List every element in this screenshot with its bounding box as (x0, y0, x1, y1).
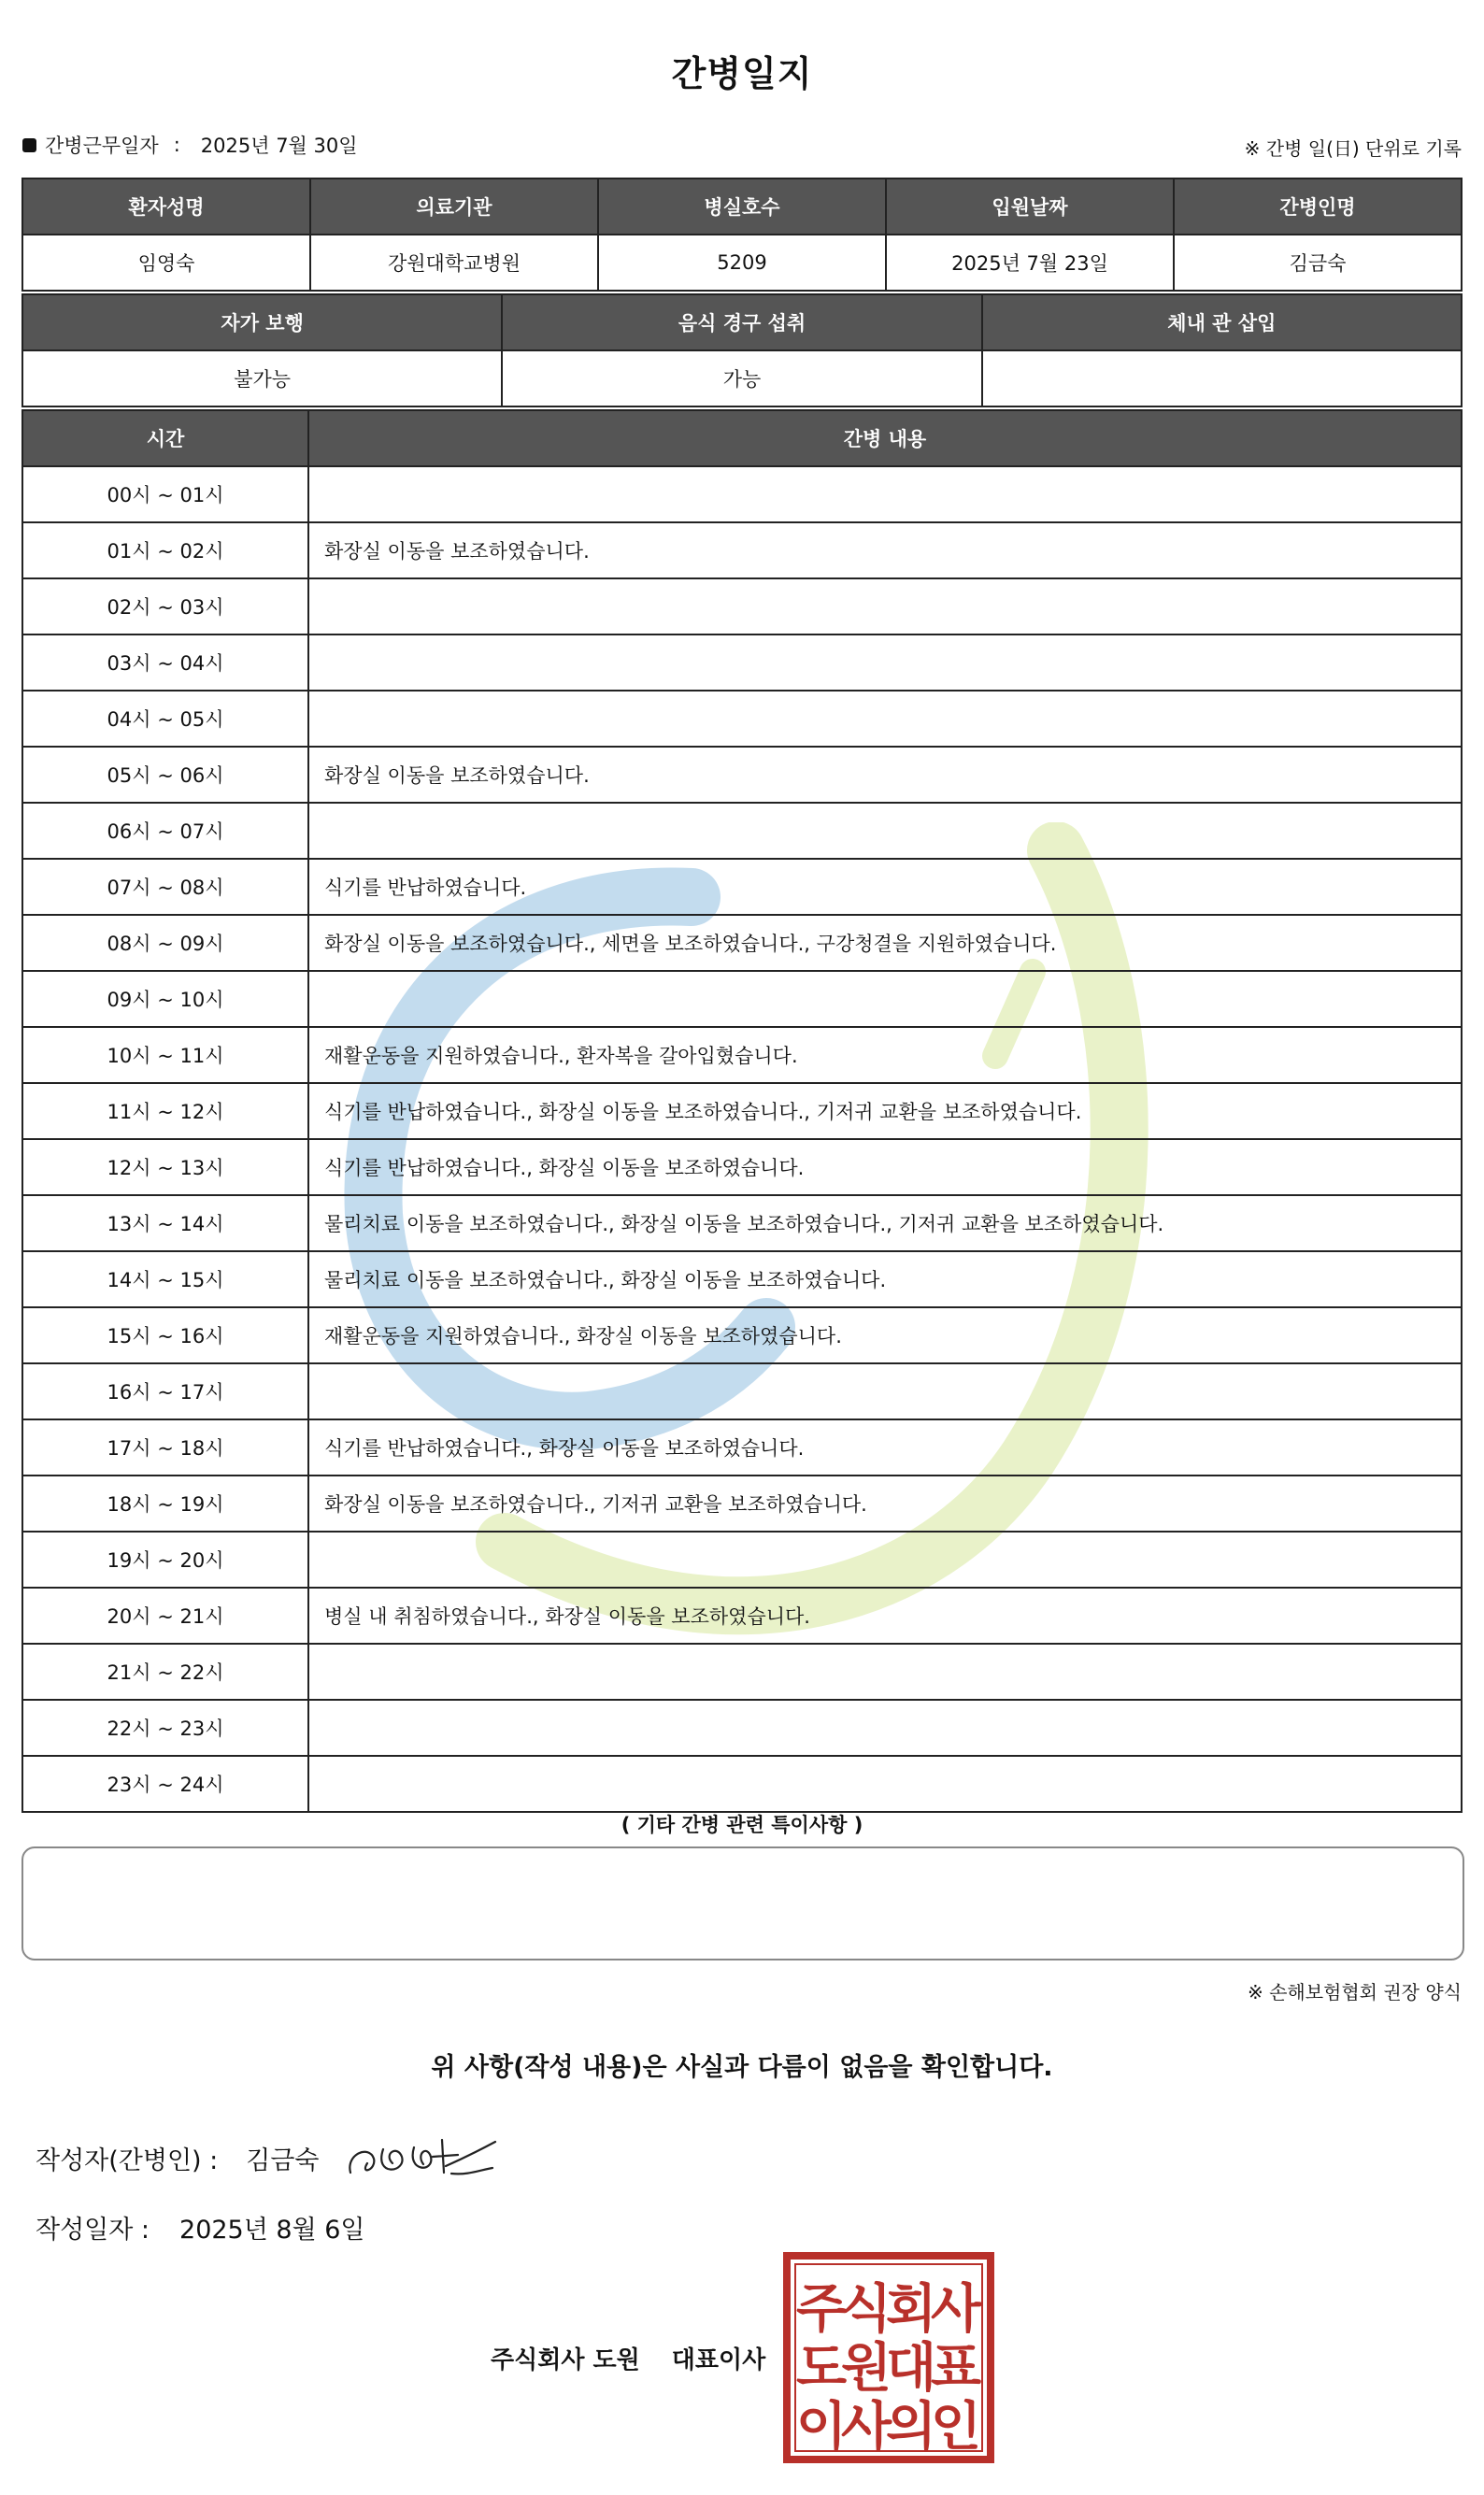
form-standard-note: ※ 손해보험협회 권장 양식 (1247, 1981, 1462, 2003)
log-content-cell (308, 634, 1462, 691)
log-row (22, 1644, 1462, 1700)
info-value-row (22, 235, 1462, 291)
log-row (22, 1027, 1462, 1083)
status-header-walking: 자가 보행 (22, 294, 502, 350)
log-content-cell (308, 803, 1462, 859)
log-content-cell: 재활운동을 지원하였습니다., 화장실 이동을 보조하였습니다. (308, 1307, 1462, 1363)
company-name: 주식회사 도원 (491, 2346, 640, 2374)
care-log-table (21, 409, 1463, 1813)
info-header-row (22, 178, 1462, 235)
status-header-oral-intake: 음식 경구 섭취 (502, 294, 981, 350)
svg-text:대: 대 (885, 2338, 937, 2399)
log-content-cell: 식기를 반납하였습니다., 화장실 이동을 보조하였습니다., 기저귀 교환을 보조하였습니다. (308, 1083, 1462, 1139)
page-title: 간병일지 (671, 53, 813, 94)
log-row (22, 1363, 1462, 1419)
writer-label: 작성자(간병인) : (36, 2146, 219, 2175)
log-content-cell: 식기를 반납하였습니다., 화장실 이동을 보조하였습니다. (308, 1419, 1462, 1476)
svg-text:주: 주 (795, 2279, 848, 2340)
log-time-cell: 23시 ~ 24시 (22, 1756, 308, 1812)
company-row (491, 2341, 765, 2375)
log-time-cell: 00시 ~ 01시 (22, 466, 308, 522)
svg-text:도: 도 (795, 2338, 848, 2399)
info-header-room: 병실호수 (598, 178, 886, 235)
log-content-cell: 화장실 이동을 보조하였습니다. (308, 747, 1462, 803)
log-content-cell: 병실 내 취침하였습니다., 화장실 이동을 보조하였습니다. (308, 1588, 1462, 1644)
log-row (22, 859, 1462, 915)
written-date-row (36, 2209, 365, 2246)
remarks-label: ( 기타 간병 관련 특이사항 ) (621, 1814, 863, 1836)
log-content-cell (308, 1363, 1462, 1419)
log-time-cell: 20시 ~ 21시 (22, 1588, 308, 1644)
log-row (22, 1756, 1462, 1812)
log-row (22, 747, 1462, 803)
svg-text:사: 사 (840, 2397, 892, 2458)
log-time-cell: 22시 ~ 23시 (22, 1700, 308, 1756)
log-row (22, 803, 1462, 859)
work-date-colon: : (173, 134, 180, 156)
patient-info-table (21, 178, 1463, 292)
log-row (22, 1139, 1462, 1195)
log-time-cell: 07시 ~ 08시 (22, 859, 308, 915)
log-time-cell: 08시 ~ 09시 (22, 915, 308, 971)
status-value-walking: 불가능 (22, 350, 502, 406)
log-time-cell: 17시 ~ 18시 (22, 1419, 308, 1476)
log-content-cell (308, 466, 1462, 522)
log-content-cell: 화장실 이동을 보조하였습니다., 기저귀 교환을 보조하였습니다. (308, 1476, 1462, 1532)
record-note: ※ 간병 일(日) 단위로 기록 (1244, 137, 1462, 160)
info-value-caregiver: 김금숙 (1174, 235, 1462, 291)
svg-text:인: 인 (930, 2397, 982, 2458)
log-time-cell: 04시 ~ 05시 (22, 691, 308, 747)
log-content-cell: 재활운동을 지원하였습니다., 환자복을 갈아입혔습니다. (308, 1027, 1462, 1083)
log-content-cell: 물리치료 이동을 보조하였습니다., 화장실 이동을 보조하였습니다., 기저귀 교환을 보조하였습니다. (308, 1195, 1462, 1251)
remarks-box (21, 1846, 1464, 1960)
bullet-square-icon (22, 138, 36, 152)
status-header-row (22, 294, 1462, 350)
log-row (22, 1588, 1462, 1644)
log-time-cell: 01시 ~ 02시 (22, 522, 308, 578)
log-time-cell: 10시 ~ 11시 (22, 1027, 308, 1083)
work-date-value: 2025년 7월 30일 (200, 135, 358, 157)
log-row (22, 1195, 1462, 1251)
written-date-value: 2025년 8월 6일 (179, 2216, 365, 2245)
log-time-cell: 03시 ~ 04시 (22, 634, 308, 691)
log-header-time: 시간 (22, 410, 308, 466)
log-time-cell: 18시 ~ 19시 (22, 1476, 308, 1532)
log-time-cell: 19시 ~ 20시 (22, 1532, 308, 1588)
signature-image (341, 2121, 500, 2187)
writer-row (36, 2140, 320, 2176)
log-content-cell: 화장실 이동을 보조하였습니다., 세면을 보조하였습니다., 구강청결을 지원하였습니다. (308, 915, 1462, 971)
info-header-admission-date: 입원날짜 (886, 178, 1174, 235)
log-content-cell: 식기를 반납하였습니다., 화장실 이동을 보조하였습니다. (308, 1139, 1462, 1195)
log-content-cell (308, 971, 1462, 1027)
log-row (22, 1083, 1462, 1139)
log-time-cell: 12시 ~ 13시 (22, 1139, 308, 1195)
log-row (22, 691, 1462, 747)
svg-text:이: 이 (795, 2397, 848, 2458)
log-time-cell: 21시 ~ 22시 (22, 1644, 308, 1700)
log-row (22, 578, 1462, 634)
log-row (22, 466, 1462, 522)
info-header-patient-name: 환자성명 (22, 178, 310, 235)
info-value-hospital: 강원대학교병원 (310, 235, 598, 291)
written-date-label: 작성일자 : (36, 2216, 150, 2245)
company-role: 대표이사 (671, 2346, 766, 2374)
confirmation-statement: 위 사항(작성 내용)은 사실과 다름이 없음을 확인합니다. (431, 2053, 1053, 2082)
log-time-cell: 11시 ~ 12시 (22, 1083, 308, 1139)
log-time-cell: 09시 ~ 10시 (22, 971, 308, 1027)
log-row (22, 1476, 1462, 1532)
work-date-row (22, 131, 358, 159)
log-content-cell: 식기를 반납하였습니다. (308, 859, 1462, 915)
log-content-cell (308, 578, 1462, 634)
info-value-admission-date: 2025년 7월 23일 (886, 235, 1174, 291)
log-row (22, 1307, 1462, 1363)
log-content-cell: 화장실 이동을 보조하였습니다. (308, 522, 1462, 578)
log-row (22, 522, 1462, 578)
log-content-cell (308, 1700, 1462, 1756)
log-row (22, 1251, 1462, 1307)
status-header-tube: 체내 관 삽입 (982, 294, 1462, 350)
status-value-oral-intake: 가능 (502, 350, 981, 406)
svg-text:사: 사 (930, 2279, 982, 2340)
info-value-room: 5209 (598, 235, 886, 291)
log-time-cell: 15시 ~ 16시 (22, 1307, 308, 1363)
log-header-row (22, 410, 1462, 466)
status-value-tube (982, 350, 1462, 406)
writer-name: 김금숙 (246, 2146, 320, 2175)
work-date-label: 간병근무일자 (45, 135, 159, 157)
patient-status-table (21, 293, 1463, 407)
log-time-cell: 14시 ~ 15시 (22, 1251, 308, 1307)
log-row (22, 971, 1462, 1027)
info-header-caregiver: 간병인명 (1174, 178, 1462, 235)
svg-text:회: 회 (885, 2279, 937, 2340)
log-time-cell: 05시 ~ 06시 (22, 747, 308, 803)
status-value-row (22, 350, 1462, 406)
company-seal (783, 2252, 994, 2463)
log-row (22, 1700, 1462, 1756)
log-content-cell (308, 1756, 1462, 1812)
log-time-cell: 13시 ~ 14시 (22, 1195, 308, 1251)
log-body (22, 466, 1462, 1812)
info-header-hospital: 의료기관 (310, 178, 598, 235)
info-value-patient-name: 임영숙 (22, 235, 310, 291)
log-content-cell (308, 1644, 1462, 1700)
log-content-cell (308, 691, 1462, 747)
log-content-cell (308, 1532, 1462, 1588)
log-time-cell: 02시 ~ 03시 (22, 578, 308, 634)
log-time-cell: 06시 ~ 07시 (22, 803, 308, 859)
log-header-content: 간병 내용 (308, 410, 1462, 466)
svg-text:의: 의 (885, 2397, 937, 2458)
log-row (22, 1532, 1462, 1588)
log-content-cell: 물리치료 이동을 보조하였습니다., 화장실 이동을 보조하였습니다. (308, 1251, 1462, 1307)
log-row (22, 915, 1462, 971)
svg-text:표: 표 (930, 2338, 982, 2399)
log-row (22, 1419, 1462, 1476)
svg-text:식: 식 (840, 2279, 892, 2340)
svg-text:원: 원 (840, 2338, 892, 2399)
log-row (22, 634, 1462, 691)
log-time-cell: 16시 ~ 17시 (22, 1363, 308, 1419)
